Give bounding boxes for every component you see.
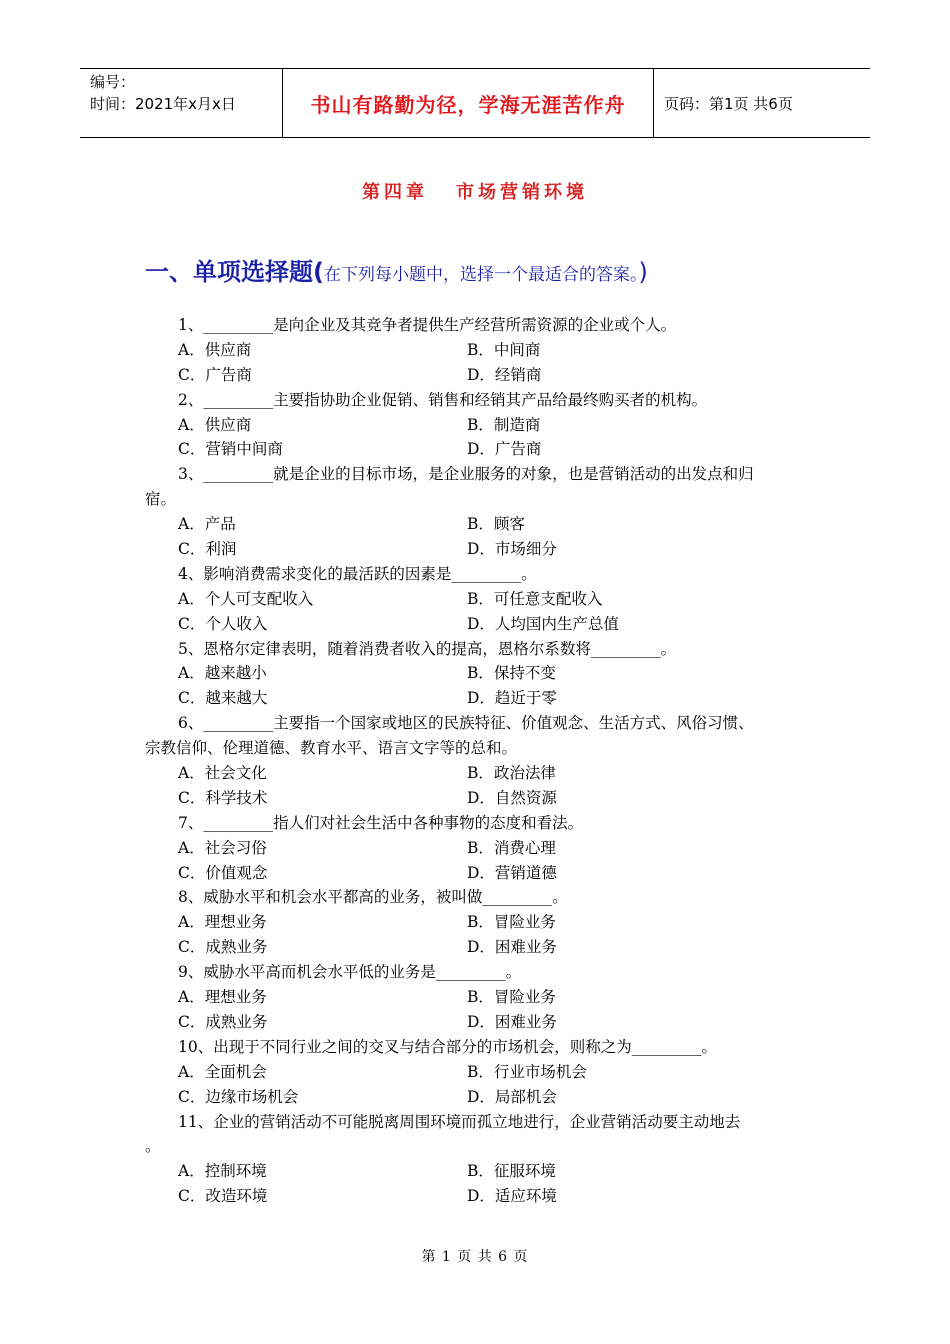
option-row [145, 1184, 805, 1209]
option-c: C．成熟业务 [178, 1012, 268, 1031]
option-row [145, 1159, 805, 1184]
question-item [145, 1110, 805, 1210]
option-c: C．价值观念 [178, 863, 268, 882]
question-item [145, 637, 805, 712]
question-text: 3、_________就是企业的目标市场，是企业服务的对象，也是营销活动的出发点和归 [178, 465, 754, 484]
header-info [80, 69, 282, 137]
question-item [145, 562, 805, 637]
option-row [145, 985, 805, 1010]
option-row [145, 338, 805, 363]
option-d: D．营销道德 [467, 863, 557, 882]
option-d: D．困难业务 [467, 1012, 557, 1031]
option-row [145, 537, 805, 562]
option-row [145, 661, 805, 686]
option-row [145, 612, 805, 637]
option-c: C．利润 [178, 540, 237, 559]
option-d: D．局部机会 [467, 1087, 557, 1106]
section-title: 一、单项选择题( [145, 258, 324, 286]
option-a: A．社会文化 [178, 764, 267, 783]
option-b: B．可任意支配收入 [467, 589, 603, 608]
chapter-name: 市场营销环境 [456, 182, 588, 203]
option-b: B．制造商 [467, 415, 541, 434]
option-row [145, 1085, 805, 1110]
option-c: C．改造环境 [178, 1187, 268, 1206]
question-text: 5、恩格尔定律表明，随着消费者收入的提高，恩格尔系数将_________。 [178, 639, 677, 658]
number-label: 编号： [90, 73, 136, 91]
option-row [145, 761, 805, 786]
option-row [145, 861, 805, 886]
option-d: D．人均国内生产总值 [467, 614, 619, 633]
chapter-number: 第四章 [362, 182, 428, 203]
option-a: A．社会习俗 [178, 838, 267, 857]
option-d: D．广告商 [467, 440, 542, 459]
section-heading [145, 252, 648, 287]
option-c: C．边缘市场机会 [178, 1087, 299, 1106]
question-text: 4、影响消费需求变化的最活跃的因素是_________。 [178, 564, 537, 583]
question-text: 8、威胁水平和机会水平都高的业务，被叫做_________。 [178, 888, 568, 907]
section-close-paren: ) [638, 258, 648, 286]
question-item [145, 313, 805, 388]
question-item [145, 885, 805, 960]
option-a: A．理想业务 [178, 913, 267, 932]
option-b: B．征服环境 [467, 1162, 556, 1181]
option-row [145, 1010, 805, 1035]
question-item [145, 388, 805, 463]
option-row [145, 910, 805, 935]
option-c: C．营销中间商 [178, 440, 283, 459]
question-item [145, 711, 805, 811]
option-b: B．保持不变 [467, 664, 556, 683]
option-a: A．理想业务 [178, 988, 267, 1007]
question-text: 9、威胁水平高而机会水平低的业务是_________。 [178, 963, 522, 982]
question-text: 7、_________指人们对社会生活中各种事物的态度和看法。 [178, 813, 584, 832]
option-b: B．冒险业务 [467, 913, 556, 932]
option-row [145, 512, 805, 537]
question-text-continued: 。 [145, 1137, 161, 1156]
question-item [145, 960, 805, 1035]
page-footer: 第 1 页 共 6 页 [421, 1249, 529, 1265]
option-row [145, 686, 805, 711]
question-text: 11、企业的营销活动不可能脱离周围环境而孤立地进行，企业营销活动要主动地去 [178, 1112, 741, 1131]
option-row [145, 935, 805, 960]
question-item [145, 1035, 805, 1110]
option-b: B．行业市场机会 [467, 1062, 587, 1081]
question-item [145, 462, 805, 562]
section-instruction: 在下列每小题中，选择一个最适合的答案。 [323, 265, 639, 285]
option-b: B．冒险业务 [467, 988, 556, 1007]
option-row [145, 437, 805, 462]
question-text: 1、_________是向企业及其竞争者提供生产经营所需资源的企业或个人。 [178, 316, 677, 334]
option-d: D．自然资源 [467, 788, 557, 807]
page-header [80, 68, 870, 138]
option-a: A．控制环境 [178, 1162, 267, 1181]
question-text: 10、出现于不同行业之间的交叉与结合部分的市场机会，则称之为_________。 [178, 1037, 717, 1056]
option-c: C．科学技术 [178, 788, 268, 807]
option-d: D．困难业务 [467, 938, 557, 957]
chapter-title [0, 178, 950, 204]
option-row [145, 413, 805, 438]
option-d: D．趋近于零 [467, 689, 557, 708]
option-c: C．个人收入 [178, 614, 268, 633]
option-row [145, 363, 805, 388]
header-motto: 书山有路勤为径，学海无涯苦作舟 [282, 69, 654, 137]
header-page-code: 页码：第1页 共6页 [664, 94, 793, 113]
option-b: B．中间商 [467, 340, 541, 359]
question-item [145, 811, 805, 886]
question-text-continued: 宗教信仰、伦理道德、教育水平、语言文字等的总和。 [145, 739, 518, 758]
option-a: A．供应商 [178, 340, 252, 359]
question-text-continued: 宿。 [145, 490, 177, 509]
option-d: D．适应环境 [467, 1187, 557, 1206]
option-row [145, 786, 805, 811]
option-a: A．产品 [178, 515, 236, 534]
option-b: B．顾客 [467, 515, 525, 534]
option-c: C．成熟业务 [178, 938, 268, 957]
option-b: B．政治法律 [467, 764, 556, 783]
option-a: A．全面机会 [178, 1062, 267, 1081]
question-text: 6、_________主要指一个国家或地区的民族特征、价值观念、生活方式、风俗习惯、 [178, 714, 754, 733]
option-d: D．经销商 [467, 365, 542, 384]
option-row [145, 1060, 805, 1085]
option-d: D．市场细分 [467, 540, 557, 559]
question-list [145, 313, 805, 1209]
option-row [145, 587, 805, 612]
option-a: A．越来越小 [178, 664, 267, 683]
question-text: 2、_________主要指协助企业促销、销售和经销其产品给最终购买者的机构。 [178, 390, 708, 409]
time-label: 时间：2021年x月x日 [90, 95, 236, 113]
option-b: B．消费心理 [467, 838, 556, 857]
option-c: C．越来越大 [178, 689, 268, 708]
option-a: A．供应商 [178, 415, 252, 434]
option-row [145, 836, 805, 861]
option-a: A．个人可支配收入 [178, 589, 314, 608]
option-c: C．广告商 [178, 365, 252, 384]
